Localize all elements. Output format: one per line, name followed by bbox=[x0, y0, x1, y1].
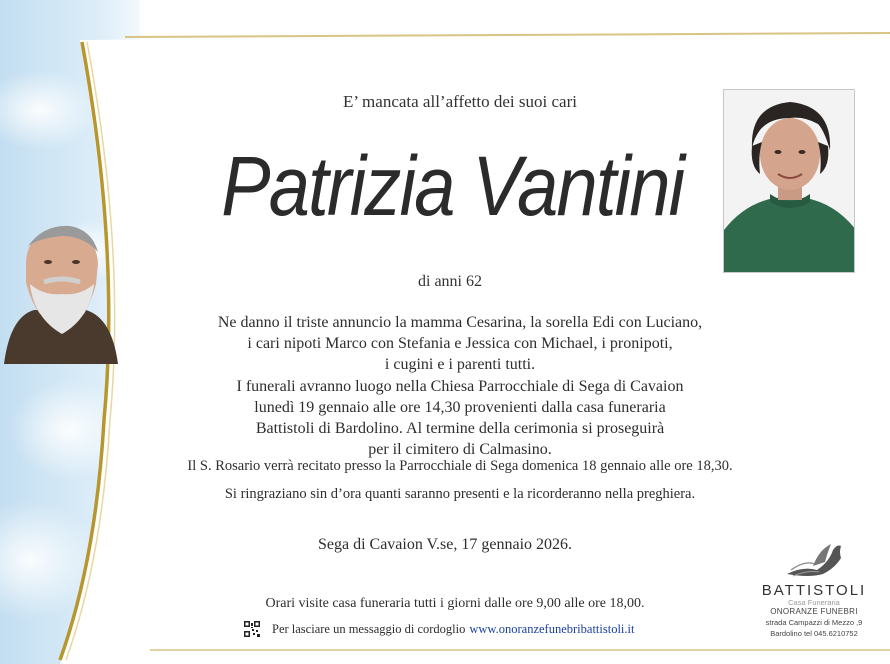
brand-tagline-casa: Casa Funeraria bbox=[788, 598, 840, 607]
condolence-message-row bbox=[244, 620, 704, 638]
condolence-prefix: Per lasciare un messaggio di cordoglio bbox=[272, 621, 466, 636]
brand-phone: Bardolino tel 045.6210752 bbox=[770, 629, 858, 638]
brand-name: BATTISTOLI bbox=[761, 582, 867, 599]
deceased-photo bbox=[723, 89, 855, 273]
funeral-details bbox=[170, 376, 750, 460]
family-line: i cari nipoti Marco con Stefania e Jessica con Michael, i pronipoti, bbox=[247, 335, 673, 352]
qr-code-icon[interactable] bbox=[244, 621, 260, 637]
rosary-notice: Il S. Rosario verrà recitato presso la Parrocchiale di Sega domenica 18 gennaio alle ore 18,30. bbox=[187, 458, 733, 474]
deceased-age: di anni 62 bbox=[418, 273, 482, 290]
family-line: Ne danno il triste annuncio la mamma Cesarina, la sorella Edi con Luciano, bbox=[217, 314, 703, 331]
funeral-line: per il cimitero di Calmasino. bbox=[368, 441, 552, 458]
visiting-hours: Orari visite casa funeraria tutti i giorni dalle ore 9,00 alle ore 18,00. bbox=[265, 596, 645, 611]
condolence-website-link[interactable]: www.onoranzefunebribattistoli.it bbox=[469, 621, 635, 636]
brand-tagline-onoranze: ONORANZE FUNEBRI bbox=[770, 607, 858, 616]
family-line: i cugini e i parenti tutti. bbox=[384, 356, 536, 373]
thanks-notice: Si ringraziano sin d’ora quanti saranno presenti e la ricorderanno nella preghiera. bbox=[224, 486, 696, 502]
place-and-date: Sega di Cavaion V.se, 17 gennaio 2026. bbox=[317, 536, 573, 553]
brand-address: strada Campazzi di Mezzo ,9 bbox=[765, 618, 863, 627]
deceased-name: Patrizia Vantini bbox=[221, 139, 684, 233]
intro-text: E’ mancata all’affetto dei suoi cari bbox=[343, 92, 577, 111]
funeral-line: lunedì 19 gennaio alle ore 14,30 provenienti dalla casa funeraria bbox=[254, 399, 666, 416]
saint-portrait bbox=[4, 222, 118, 364]
funeral-line: I funerali avranno luogo nella Chiesa Parrocchiale di Sega di Cavaion bbox=[236, 378, 684, 395]
family-announcement bbox=[170, 312, 750, 375]
funeral-home-logo bbox=[752, 540, 876, 664]
funeral-line: Battistoli di Bardolino. Al termine della cerimonia si proseguirà bbox=[255, 420, 665, 437]
horse-logo-icon bbox=[783, 540, 845, 580]
